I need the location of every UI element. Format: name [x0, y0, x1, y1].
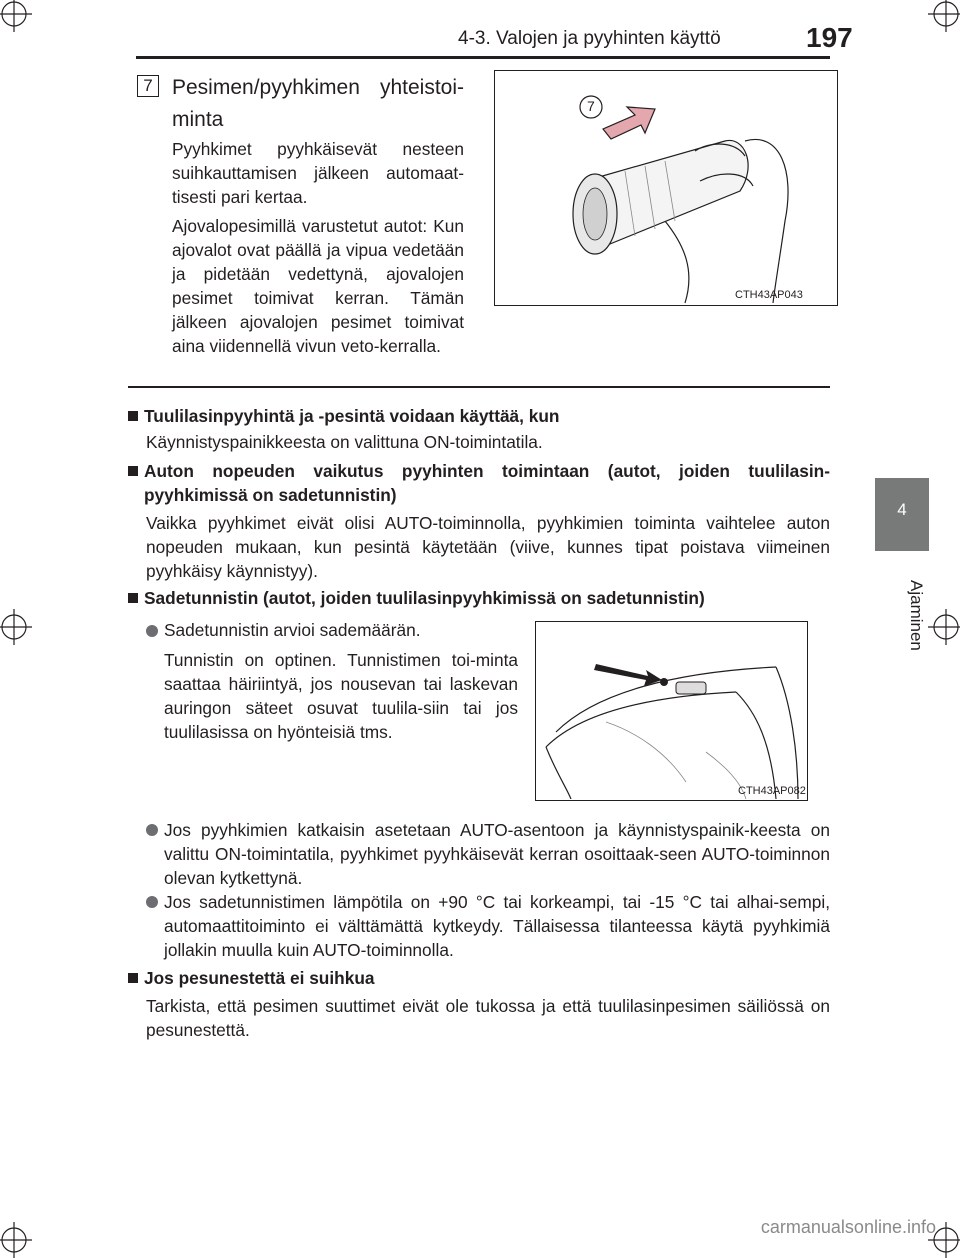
item-number-badge: 7	[137, 75, 159, 97]
section-heading-2	[128, 459, 830, 507]
round-bullet-icon	[146, 824, 158, 836]
section-heading-4	[128, 966, 830, 990]
square-bullet-icon	[128, 466, 138, 476]
bullet-3	[146, 890, 830, 962]
rain-sensor-figure	[535, 621, 808, 801]
item-title: Pesimen/pyyhkimen yhteistoi-minta	[172, 76, 464, 131]
windshield-illustration	[536, 622, 806, 799]
section-heading-3	[128, 586, 830, 610]
section-text-2: Vaikka pyyhkimet eivät olisi AUTO-toiminnolla, pyyhkimien toiminta vaihtelee auton nopeuden mukaan, kun pesintä käytetään (viive, kunnes tipat poistava viimeinen pyyhkäisy käynnistyy).	[146, 513, 830, 581]
registration-mark-bottom-left	[0, 1222, 32, 1258]
figure-code-label: CTH43AP082	[738, 785, 806, 797]
registration-mark-mid-right	[928, 609, 960, 645]
square-bullet-icon	[128, 973, 138, 983]
watermark: carmanualsonline.info	[760, 1217, 936, 1237]
square-bullet-icon	[128, 593, 138, 603]
bullet-1-title-text: Sadetunnistin arvioi sademäärän.	[164, 620, 421, 640]
bullet-2	[146, 818, 830, 890]
section-heading-2-text: Auton nopeuden vaikutus pyyhinten toimintaan (autot, joiden tuulilasin-pyyhkimissä on sadetunnistin)	[144, 461, 830, 505]
header-rule	[136, 56, 830, 59]
chapter-number: 4	[897, 500, 907, 519]
chapter-title: Ajaminen	[907, 580, 926, 651]
wiper-stalk-illustration	[495, 71, 836, 304]
item-paragraph-2: Ajovalopesimillä varustetut autot: Kun ajovalot ovat päällä ja vipua vedetään ja pidetään vedettynä, ajovalojen pesimet toimivat kerran. Tämän jälkeen ajovalojen pesimet toimivat aina viidennellä vivun veto-kerralla.	[172, 216, 464, 356]
figure-code-label: CTH43AP043	[735, 289, 803, 301]
square-bullet-icon	[128, 411, 138, 421]
header-section-title: 4-3. Valojen ja pyyhinten käyttö	[458, 28, 721, 49]
bullet-1-text: Tunnistin on optinen. Tunnistimen toi-minta saattaa häiriintyä, jos nousevan tai laskevan auringon säteet osuvat tuulila-siin tai jos tuulilasissa on hyönteisiä tms.	[164, 650, 518, 742]
round-bullet-icon	[146, 896, 158, 908]
section-heading-4-text: Jos pesunestettä ei suihkua	[144, 968, 375, 988]
figure-callout-number: 7	[587, 98, 595, 114]
section-text-1: Käynnistyspainikkeesta on valittuna ON-toimintatila.	[146, 432, 543, 452]
registration-mark-top-right	[928, 0, 960, 32]
section-heading-1-text: Tuulilasinpyyhintä ja -pesintä voidaan käyttää, kun	[144, 406, 560, 426]
round-bullet-icon	[146, 625, 158, 637]
section-heading-1	[128, 404, 830, 428]
section-divider	[128, 386, 830, 388]
bullet-3-text: Jos sadetunnistimen lämpötila on +90 °C tai korkeampi, tai -15 °C tai alhai-sempi, automaattitoiminto ei välttämättä kytkeydy. Tällaisessa tilanteessa käytä pyyhkimiä jollakin muulla kuin AUTO-toiminnolla.	[164, 892, 830, 960]
page-number: 197	[806, 22, 853, 53]
section-heading-3-text: Sadetunnistin (autot, joiden tuulilasinpyyhkimissä on sadetunnistin)	[144, 588, 705, 608]
registration-mark-top-left	[0, 0, 32, 32]
registration-mark-mid-left	[0, 609, 32, 645]
bullet-2-text: Jos pyyhkimien katkaisin asetetaan AUTO-asentoon ja käynnistyspainik-keesta on valittu ON-toimintatila, pyyhkimet pyyhkäisevät kerran osoittaak-seen AUTO-toiminnon olevan kytkettynä.	[164, 820, 830, 888]
wiper-stalk-figure	[494, 70, 838, 306]
section-text-4: Tarkista, että pesimen suuttimet eivät ole tukossa ja että tuulilasinpesimen säiliössä on pesunestettä.	[146, 996, 830, 1040]
bullet-1-title	[146, 618, 506, 642]
item-paragraph-1: Pyyhkimet pyyhkäisevät nesteen suihkauttamisen jälkeen automaat-tisesti pari kertaa.	[172, 139, 464, 207]
